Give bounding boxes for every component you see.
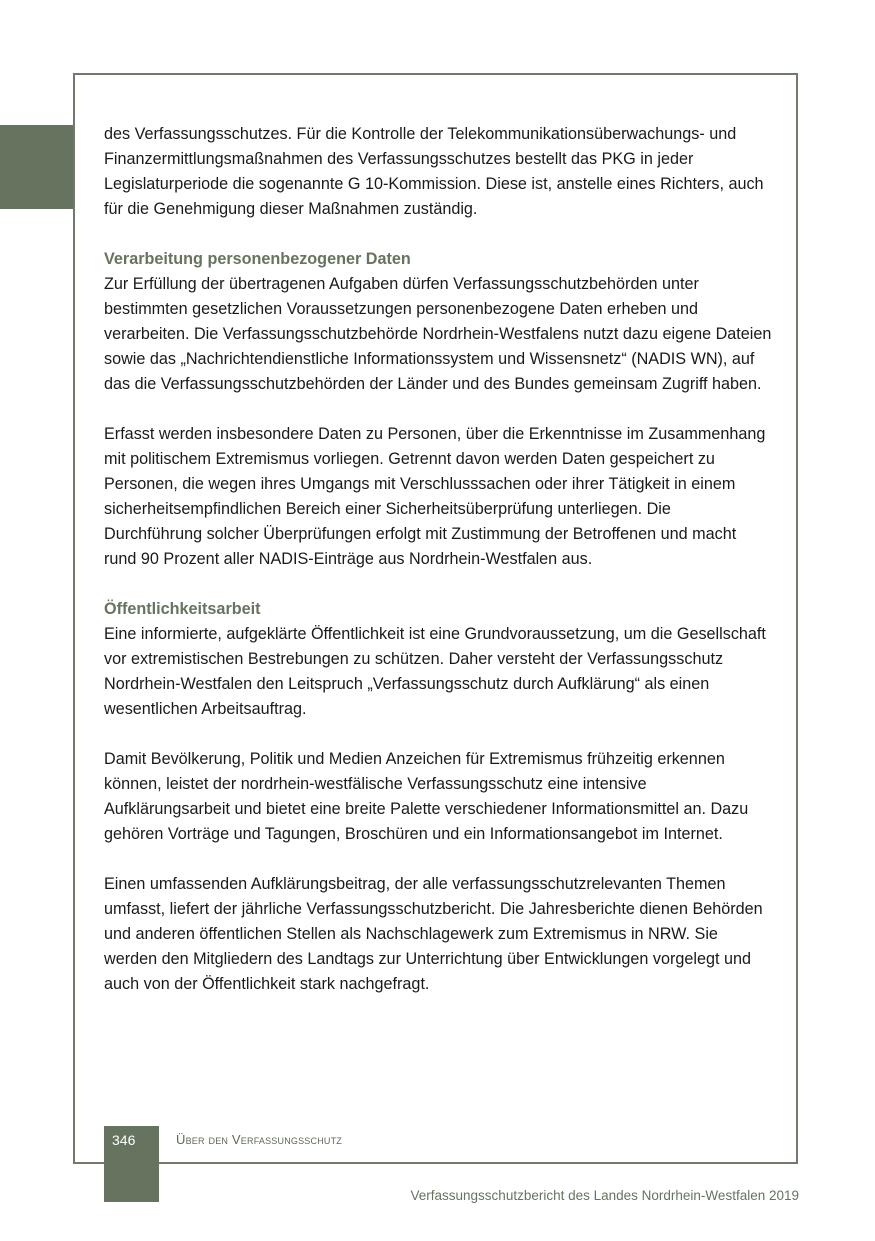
- page-number: 346: [112, 1132, 136, 1148]
- paragraph-datenerhebung: Zur Erfüllung der übertragenen Aufgaben dürfen Verfassungsschutzbehörden unter bestimmten gesetzlichen Voraussetzungen personenbezogene Daten erheben und verarbeiten. Die Verfassungsschutzbehörde Nordrhein-Westfalens nutzt dazu eigene Dateien sowie das „Nachrichtendienstliche Informationssystem und Wissensnetz“ (NADIS WN), auf das die Verfassungsschutzbehörden der Länder und des Bundes gemeinsam Zugriff haben.: [104, 275, 772, 393]
- paragraph-informationsmittel: Damit Bevölkerung, Politik und Medien Anzeichen für Extremismus frühzeitig erkennen können, leistet der nordrhein-westfälische Verfassungsschutz eine intensive Aufklärungsarbeit und bietet eine breite Palette verschiedener Informationsmittel an. Dazu gehören Vorträge und Tagungen, Broschüren und ein Informationsangebot im Internet.: [104, 750, 749, 843]
- side-chapter-tab: [0, 125, 74, 209]
- running-head-text: Über den Verfassungsschutz: [176, 1132, 343, 1147]
- heading-oeffentlichkeitsarbeit: Öffentlichkeitsarbeit: [104, 600, 261, 618]
- footer-publication-title: Verfassungsschutzbericht des Landes Nordrhein-Westfalen 2019: [410, 1188, 799, 1203]
- heading-personenbezogene-daten: Verarbeitung personenbezogener Daten: [104, 250, 411, 268]
- paragraph-aufklaerung: Eine informierte, aufgeklärte Öffentlichkeit ist eine Grundvoraussetzung, um die Gesellschaft vor extremistischen Bestrebungen zu schützen. Daher versteht der Verfassungsschutz Nordrhein-Westfalen den Leitspruch „Verfassungsschutz durch Aufklärung“ als einen wesentlichen Arbeitsauftrag.: [104, 625, 766, 718]
- paragraph-erfasste-daten: Erfasst werden insbesondere Daten zu Personen, über die Erkenntnisse im Zusammenhang mit politischem Extremismus vorliegen. Getrennt davon werden Daten gespeichert zu Personen, die wegen ihres Umgangs mit Verschlusssachen oder ihrer Tätigkeit in einem sicherheitsempfindlichen Bereich einer Sicherheitsüberprüfung unterliegen. Die Durchführung solcher Überprüfungen erfolgt mit Zustimmung der Betroffenen und macht rund 90 Prozent aller NADIS-Einträge aus Nordrhein-Westfalen aus.: [104, 425, 766, 568]
- page-number-box: [104, 1126, 159, 1202]
- main-content: [104, 122, 772, 997]
- paragraph-kontrolle: des Verfassungsschutzes. Für die Kontrolle der Telekommunikationsüberwachungs- und Finanzermittlungsmaßnahmen des Verfassungsschutzes bestellt das PKG in jeder Legislaturperiode die sogenannte G 10-Kommission. Diese ist, anstelle eines Richters, auch für die Genehmigung dieser Maßnahmen zuständig.: [104, 125, 764, 218]
- paragraph-jahresbericht: Einen umfassenden Aufklärungsbeitrag, der alle verfassungsschutzrelevanten Themen umfasst, liefert der jährliche Verfassungsschutzbericht. Die Jahresberichte dienen Behörden und anderen öffentlichen Stellen als Nachschlagewerk zum Extremismus in NRW. Sie werden den Mitgliedern des Landtags zur Unterrichtung über Entwicklungen vorgelegt und auch von der Öffentlichkeit stark nachgefragt.: [104, 875, 763, 993]
- running-head: [176, 1132, 342, 1147]
